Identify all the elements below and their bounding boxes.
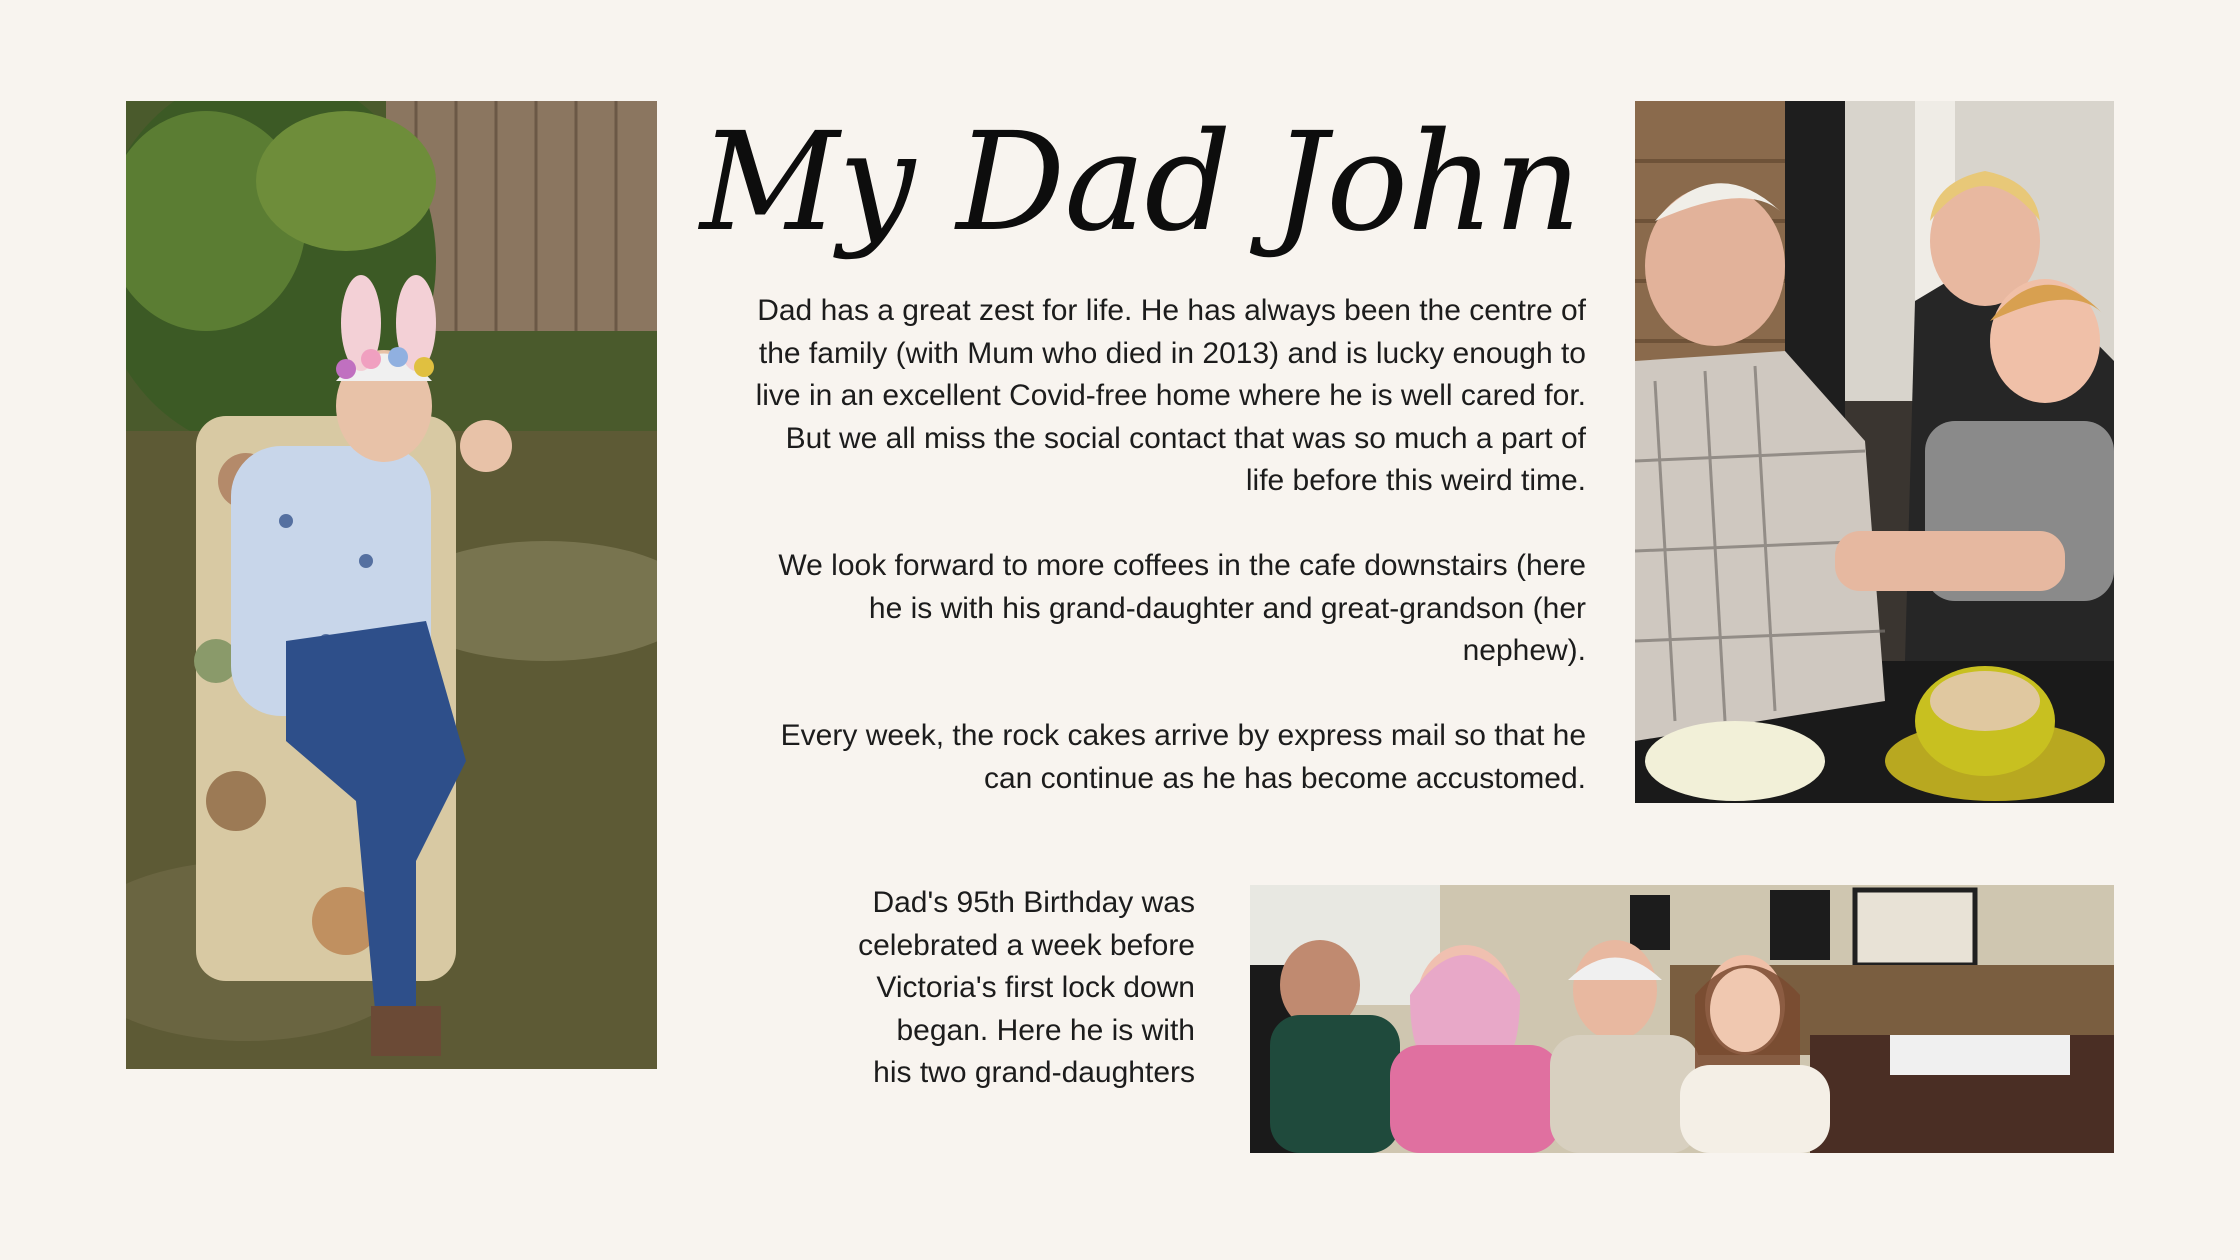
- paragraph-rock-cakes: Every week, the rock cakes arrive by express mail so that he can continue as he has become accustomed.: [780, 719, 1586, 795]
- paragraph-family: Dad has a great zest for life. He has always been the centre of the family (with Mum who died in 2013) and is lucky enough to live in an excellent Covid-free home where he is well cared for. But we all miss the social contact that was so much a part of life before this weird time.: [755, 294, 1586, 497]
- photo-birthday-restaurant: [1250, 885, 2114, 1153]
- photo-cafe-family: [1635, 101, 2114, 803]
- birthday-caption: Dad's 95th Birthday was celebrated a week before Victoria's first lock down began. Here he is with his two grand-daughters: [858, 886, 1195, 1089]
- photo-dad-bunny-ears: [126, 101, 657, 1069]
- story-text: [740, 290, 1586, 800]
- paragraph-cafe: We look forward to more coffees in the cafe downstairs (here he is with his grand-daughter and great-grandson (her nephew).: [778, 549, 1586, 667]
- page-title: My Dad John: [700, 104, 1581, 262]
